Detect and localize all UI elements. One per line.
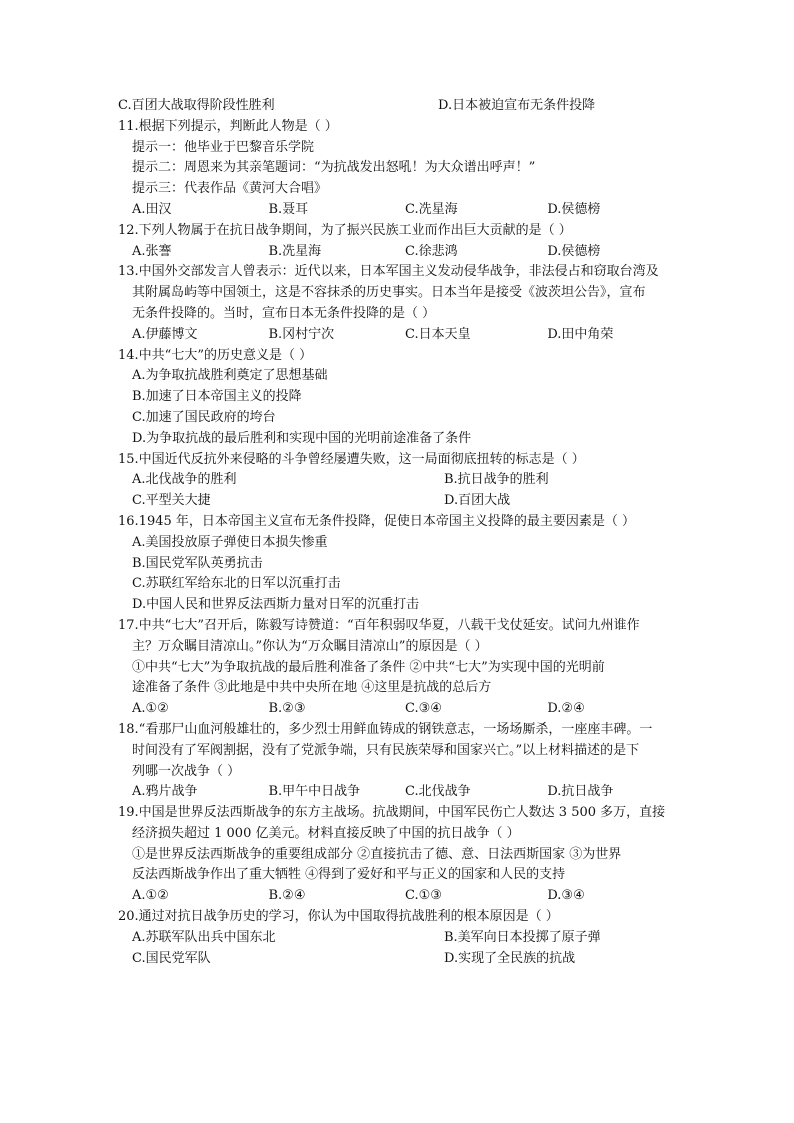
q19-stem-line-4: 反法西斯战争作出了重大牺牲 ④得到了爱好和平与正义的国家和人民的支持: [132, 867, 566, 883]
q15-option-b: B.抗日战争的胜利: [444, 472, 549, 488]
q18-stem-line-1: 18.“看那尸山血河般雄壮的，多少烈士用鲜血铸成的钢铁意志，一场场厮杀，一座座丰碑。一: [118, 721, 653, 737]
q16-option-a: A.美国投放原子弹使日本损失惨重: [132, 534, 328, 550]
q11-option-a: A.田汉: [132, 201, 172, 217]
q20-options-row-1: [118, 928, 678, 949]
q18-option-d: D.抗日战争: [547, 784, 614, 800]
q16-option-d: D.中国人民和世界反法西斯力量对日军的沉重打击: [132, 597, 420, 613]
q20-option-a: A.苏联军队出兵中国东北: [132, 929, 276, 945]
q12-option-d: D.侯德榜: [547, 243, 601, 259]
q10-option-d: D.日本被迫宣布无条件投降: [438, 98, 596, 113]
q11-hint-3: 提示三：代表作品《黄河大合唱》: [132, 181, 328, 197]
q17-stem-line-2: 主？万众瞩目清凉山。”你认为“万众瞩目清凉山”的原因是（ ）: [132, 638, 488, 654]
q10-options-row: [118, 96, 678, 117]
q17-stem-line-4: 途准备了条件 ③此地是中共中央所在地 ④这里是抗战的总后方: [132, 680, 492, 696]
q18-stem-line-2: 时间没有了军阀割据，没有了党派争端，只有民族荣辱和国家兴亡。”以上材料描述的是下: [132, 742, 640, 758]
q14-option-b: B.加速了日本帝国主义的投降: [132, 389, 302, 405]
q17-option-c: C.③④: [405, 701, 442, 717]
q16-option-b: B.国民党军队英勇抗击: [132, 555, 263, 571]
q13-stem-line-2: 其附属岛屿等中国领土，这是不容抹杀的历史事实。日本当年是接受《波茨坦公告》，宣布: [132, 285, 646, 301]
q20-stem: 20.通过对抗日战争历史的学习，你认为中国取得抗战胜利的根本原因是（ ）: [118, 909, 559, 925]
q10-option-c: C.百团大战取得阶段性胜利: [118, 98, 275, 113]
q12-option-c: C.徐悲鸿: [405, 243, 458, 259]
q15-options-row-1: [118, 470, 678, 491]
q14-option-a: A.为争取抗战胜利奠定了思想基础: [132, 368, 328, 384]
q14-option-c: C.加速了国民政府的垮台: [132, 409, 276, 425]
q19-stem-line-1: 19.中国是世界反法西斯战争的东方主战场。抗战期间，中国军民伤亡人数达 3 500 多万，直接: [118, 805, 666, 821]
q20-option-c: C.国民党军队: [132, 950, 211, 966]
q19-stem-line-3: ①是世界反法西斯战争的重要组成部分 ②直接抗击了德、意、日法西斯国家 ③为世界: [132, 846, 622, 862]
q15-option-d: D.百团大战: [444, 493, 511, 509]
q18-option-b: B.甲午中日战争: [268, 784, 361, 800]
q19-options: [118, 886, 678, 907]
q18-option-c: C.北伐战争: [405, 784, 471, 800]
q11-hint-2: 提示二：周恩来为其亲笔题词：“为抗战发出怒吼！为大众谱出呼声！”: [132, 160, 536, 176]
q11-options: [118, 200, 678, 221]
q17-option-a: A.①②: [132, 701, 169, 717]
q11-option-c: C.冼星海: [405, 201, 458, 217]
q16-stem: 16.1945 年，日本帝国主义宣布无条件投降，促使日本帝国主义投降的最主要因素是（ ）: [118, 513, 636, 529]
q17-stem-line-3: ①中共“七大”为争取抗战的最后胜利准备了条件 ②中共“七大”为实现中国的光明前: [132, 659, 605, 675]
q20-option-d: D.实现了全民族的抗战: [444, 950, 576, 966]
q13-option-c: C.日本天皇: [405, 326, 471, 342]
q11-stem: 11.根据下列提示，判断此人物是（ ）: [118, 118, 338, 134]
q17-option-b: B.②③: [268, 701, 306, 717]
q11-hint-1: 提示一：他毕业于巴黎音乐学院: [132, 139, 315, 155]
q12-stem: 12.下列人物属于在抗日战争期间，为了振兴民族工业而作出巨大贡献的是（ ）: [118, 222, 572, 238]
q18-stem-line-3: 列哪一次战争（ ）: [132, 763, 241, 779]
q19-option-b: B.②④: [268, 888, 306, 904]
q18-option-a: A.鸦片战争: [132, 784, 198, 800]
q11-option-b: B.聂耳: [268, 201, 309, 217]
q13-option-b: B.冈村宁次: [268, 326, 335, 342]
q20-options-row-2: [118, 949, 678, 970]
q19-option-c: C.①③: [405, 888, 442, 904]
q19-stem-line-2: 经济损失超过 1 000 亿美元。材料直接反映了中国的抗日战争（ ）: [132, 825, 520, 841]
q20-option-b: B.美军向日本投掷了原子弹: [444, 929, 601, 945]
q14-option-d: D.为争取抗战的最后胜利和实现中国的光明前途准备了条件: [132, 430, 472, 446]
q13-stem-line-3: 无条件投降的。当时，宣布日本无条件投降的是（ ）: [132, 305, 436, 321]
q18-options: [118, 782, 678, 803]
q19-option-a: A.①②: [132, 888, 169, 904]
q12-option-a: A.张謇: [132, 243, 172, 259]
q13-option-a: A.伊藤博文: [132, 326, 198, 342]
q17-stem-line-1: 17.中共“七大”召开后，陈毅写诗赞道：“百年积弱叹华夏，八载干戈仗延安。试问九州谁作: [118, 617, 640, 633]
q13-option-d: D.田中角荣: [547, 326, 614, 342]
q15-stem: 15.中国近代反抗外来侵略的斗争曾经屡遭失败，这一局面彻底扭转的标志是（ ）: [118, 451, 585, 467]
q14-stem: 14.中共“七大”的历史意义是（ ）: [118, 347, 313, 363]
q11-option-d: D.侯德榜: [547, 201, 601, 217]
worksheet-page: [118, 96, 678, 969]
q17-options: [118, 699, 678, 720]
q19-option-d: D.③④: [547, 888, 585, 904]
q15-option-a: A.北伐战争的胜利: [132, 472, 237, 488]
q15-option-c: C.平型关大捷: [132, 493, 211, 509]
q13-options: [118, 325, 678, 346]
q15-options-row-2: [118, 491, 678, 512]
q17-option-d: D.②④: [547, 701, 585, 717]
q12-options: [118, 242, 678, 263]
q12-option-b: B.冼星海: [268, 243, 322, 259]
q16-option-c: C.苏联红军给东北的日军以沉重打击: [132, 576, 341, 592]
q13-stem-line-1: 13.中国外交部发言人曾表示：近代以来，日本军国主义发动侵华战争，非法侵占和窃取台湾及: [118, 264, 659, 280]
